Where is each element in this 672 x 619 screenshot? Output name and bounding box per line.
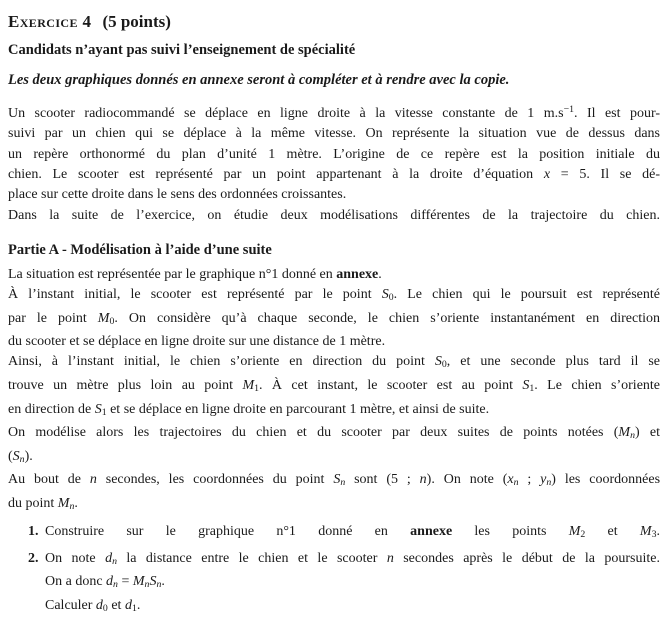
text-line: par le point M0. On considère qu’à chaque seconde, le chien s’oriente instantanément en direction bbox=[8, 310, 660, 327]
text-line: On modélise alors les trajectoires du chien et du scooter par deux suites de points notées (Mn) et bbox=[8, 425, 661, 442]
text-line: (Sn). bbox=[8, 448, 33, 465]
exercise-label: Exercice 4 bbox=[8, 12, 92, 31]
exercise-title bbox=[8, 12, 660, 32]
text-line: place sur cette droite dans le sens des ordonnées croissantes. bbox=[8, 187, 347, 203]
question-body bbox=[45, 522, 660, 546]
text-line: chien. Le scooter est représenté par un point appartenant à la droite d’équation x = 5. Il se dé- bbox=[8, 166, 660, 182]
text-line: On note dn la distance entre le chien et le scooter n secondes après le début de la poursuite. bbox=[45, 550, 660, 567]
part-a-title: Partie A - Modélisation à l’aide d’une suite bbox=[8, 242, 272, 259]
text-line: Dans la suite de l’exercice, on étudie deux modélisations différentes de la trajectoire du chien. bbox=[8, 207, 660, 223]
question-number: 2. bbox=[28, 550, 39, 566]
annex-notice: Les deux graphiques donnés en annexe seront à compléter et à rendre avec la copie. bbox=[8, 72, 510, 89]
question-item-2 bbox=[8, 549, 660, 619]
text-line: À l’instant initial, le scooter est représenté par le point S0. Le chien qui le poursuit est représenté bbox=[8, 286, 660, 304]
question-body bbox=[45, 549, 660, 619]
exercise-points: (5 points) bbox=[102, 12, 171, 31]
part-a-paragraph bbox=[8, 265, 660, 518]
text-line: Un scooter radiocommandé se déplace en ligne droite à la vitesse constante de 1 $m.s^{-1}$. Il est pour- bbox=[8, 103, 660, 121]
question-item-1 bbox=[8, 522, 660, 546]
text-line: trouve un mètre plus loin au point M1. À cet instant, le scooter est au point S1. Le chien s’oriente bbox=[8, 378, 661, 395]
text-line: un repère orthonormé du plan d’unité 1 mètre. L’origine de ce repère est la position initiale du bbox=[8, 146, 660, 162]
candidates-line: Candidats n’ayant pas suivi l’enseignement de spécialité bbox=[8, 42, 356, 58]
intro-paragraph bbox=[8, 100, 660, 226]
question-number: 1. bbox=[28, 524, 39, 540]
text-line: Construire sur le graphique n°1 donné en annexe les points M2 et M3. bbox=[45, 524, 660, 541]
questions-list bbox=[8, 522, 660, 619]
text-line: Calculer d0 et d1. bbox=[45, 597, 141, 615]
text-line: du scooter et se déplace en ligne droite sur une distance de 1 mètre. bbox=[8, 334, 386, 350]
text-line: suivi par un chien qui se déplace à la même vitesse. On représente la situation vue de dessus dans bbox=[8, 126, 660, 142]
text-line: On a donc dn = MnSn. bbox=[45, 574, 165, 591]
text-line: en direction de S1 et se déplace en ligne droite en parcourant 1 mètre, et ainsi de suite. bbox=[8, 401, 490, 418]
text-line: La situation est représentée par le graphique n°1 donné en annexe. bbox=[8, 266, 382, 282]
text-line: Ainsi, à l’instant initial, le chien s’oriente en direction du point S0, et une seconde plus tard il se bbox=[8, 354, 661, 371]
text-line: du point Mn. bbox=[8, 495, 78, 512]
text-line: Au bout de n secondes, les coordonnées du point Sn sont (5 ; n). On note (xn ; yn) les coordonnées bbox=[8, 472, 661, 489]
